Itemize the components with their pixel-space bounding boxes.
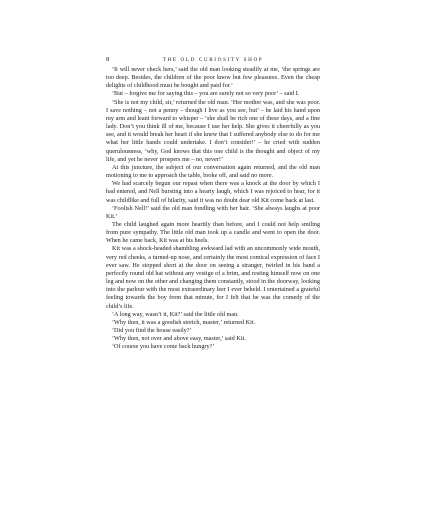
paragraph: We had scarcely begun our repast when there was a knock at the door by which I had entered, and Nell bursting into a hearty laugh, which I was rejoiced to hear, for it was childlike and full of hilarity, said it was no doubt dear old Kit come back at last. <box>106 180 320 204</box>
book-page <box>106 55 320 351</box>
page-number: 8 <box>106 56 110 63</box>
body-text <box>106 66 320 351</box>
paragraph: ‘Did you find the house easily?’ <box>112 327 192 334</box>
paragraph: ‘Why then, it was a goodish stretch, master,’ returned Kit. <box>112 318 256 326</box>
paragraph: ‘A long way, wasn’t it, Kit?’ said the little old man. <box>112 310 239 318</box>
paragraph: ‘Foolish Nell!’ said the old man fondling with her hair. ‘She always laughs at poor Kit.’ <box>106 204 320 220</box>
paragraph: The child laughed again more heartily than before, and I could not help smiling from pure sympathy. The little old man took up a candle and went to open the door. When he came back, Kit was at his heels. <box>106 220 320 245</box>
paragraph: ‘It will never check hers,’ said the old man looking steadily at me, ‘the springs are too deep. Besides, the children of the poor know but few pleasures. Even the cheap delights of childhood must be bought and paid for.’ <box>106 66 320 90</box>
paragraph: At this juncture, the subject of our conversation again returned, and the old man motioning to me to approach the table, broke off, and said no more. <box>106 163 320 180</box>
page-header <box>106 55 320 65</box>
paragraph: ‘She is not my child, sir,’ returned the old man. ‘Her mother was, and she was poor. I save nothing – not a penny – though I live as you see, but’ – he laid his hand upon my arm and leant forward to whisper – ‘she shall be rich one of these days, and a fine lady. Don’t you think ill of me, because I use her help. She gives it cheerfully as you see, and it would break her heart if she knew that I suffered anybody else to do for me what her little hands could undertake. I don’t consider!’ – he cried with sudden querulousness, ‘why, God knows that this one child is the thought and object of my life, and yet he never prospers me – no, never!’ <box>106 98 320 163</box>
paragraph: ‘Of course you have come back hungry?’ <box>112 343 215 351</box>
paragraph: ‘But – forgive me for saying this – you are surely not so very poor’ – said I. <box>112 90 300 98</box>
running-head: THE OLD CURIOSITY SHOP <box>162 57 264 63</box>
paragraph: Kit was a shock-headed shambling awkward lad with an uncommonly wide mouth, very red cheeks, a turned-up nose, and certainly the most comical expression of face I ever saw. He stopped short at the door on seeing a stranger, twirled in his hand a perfectly round old hat without any vestige of a brim, and resting himself now on one leg and now on the other and changing them constantly, stood in the doorway, looking into the parlour with the most extraordinary leer I ever beheld. I entertained a grateful feeling towards the boy from that minute, for I felt that he was the comedy of the child’s life. <box>106 245 320 310</box>
paragraph: ‘Why then, not over and above easy, master,’ said Kit. <box>112 335 246 343</box>
